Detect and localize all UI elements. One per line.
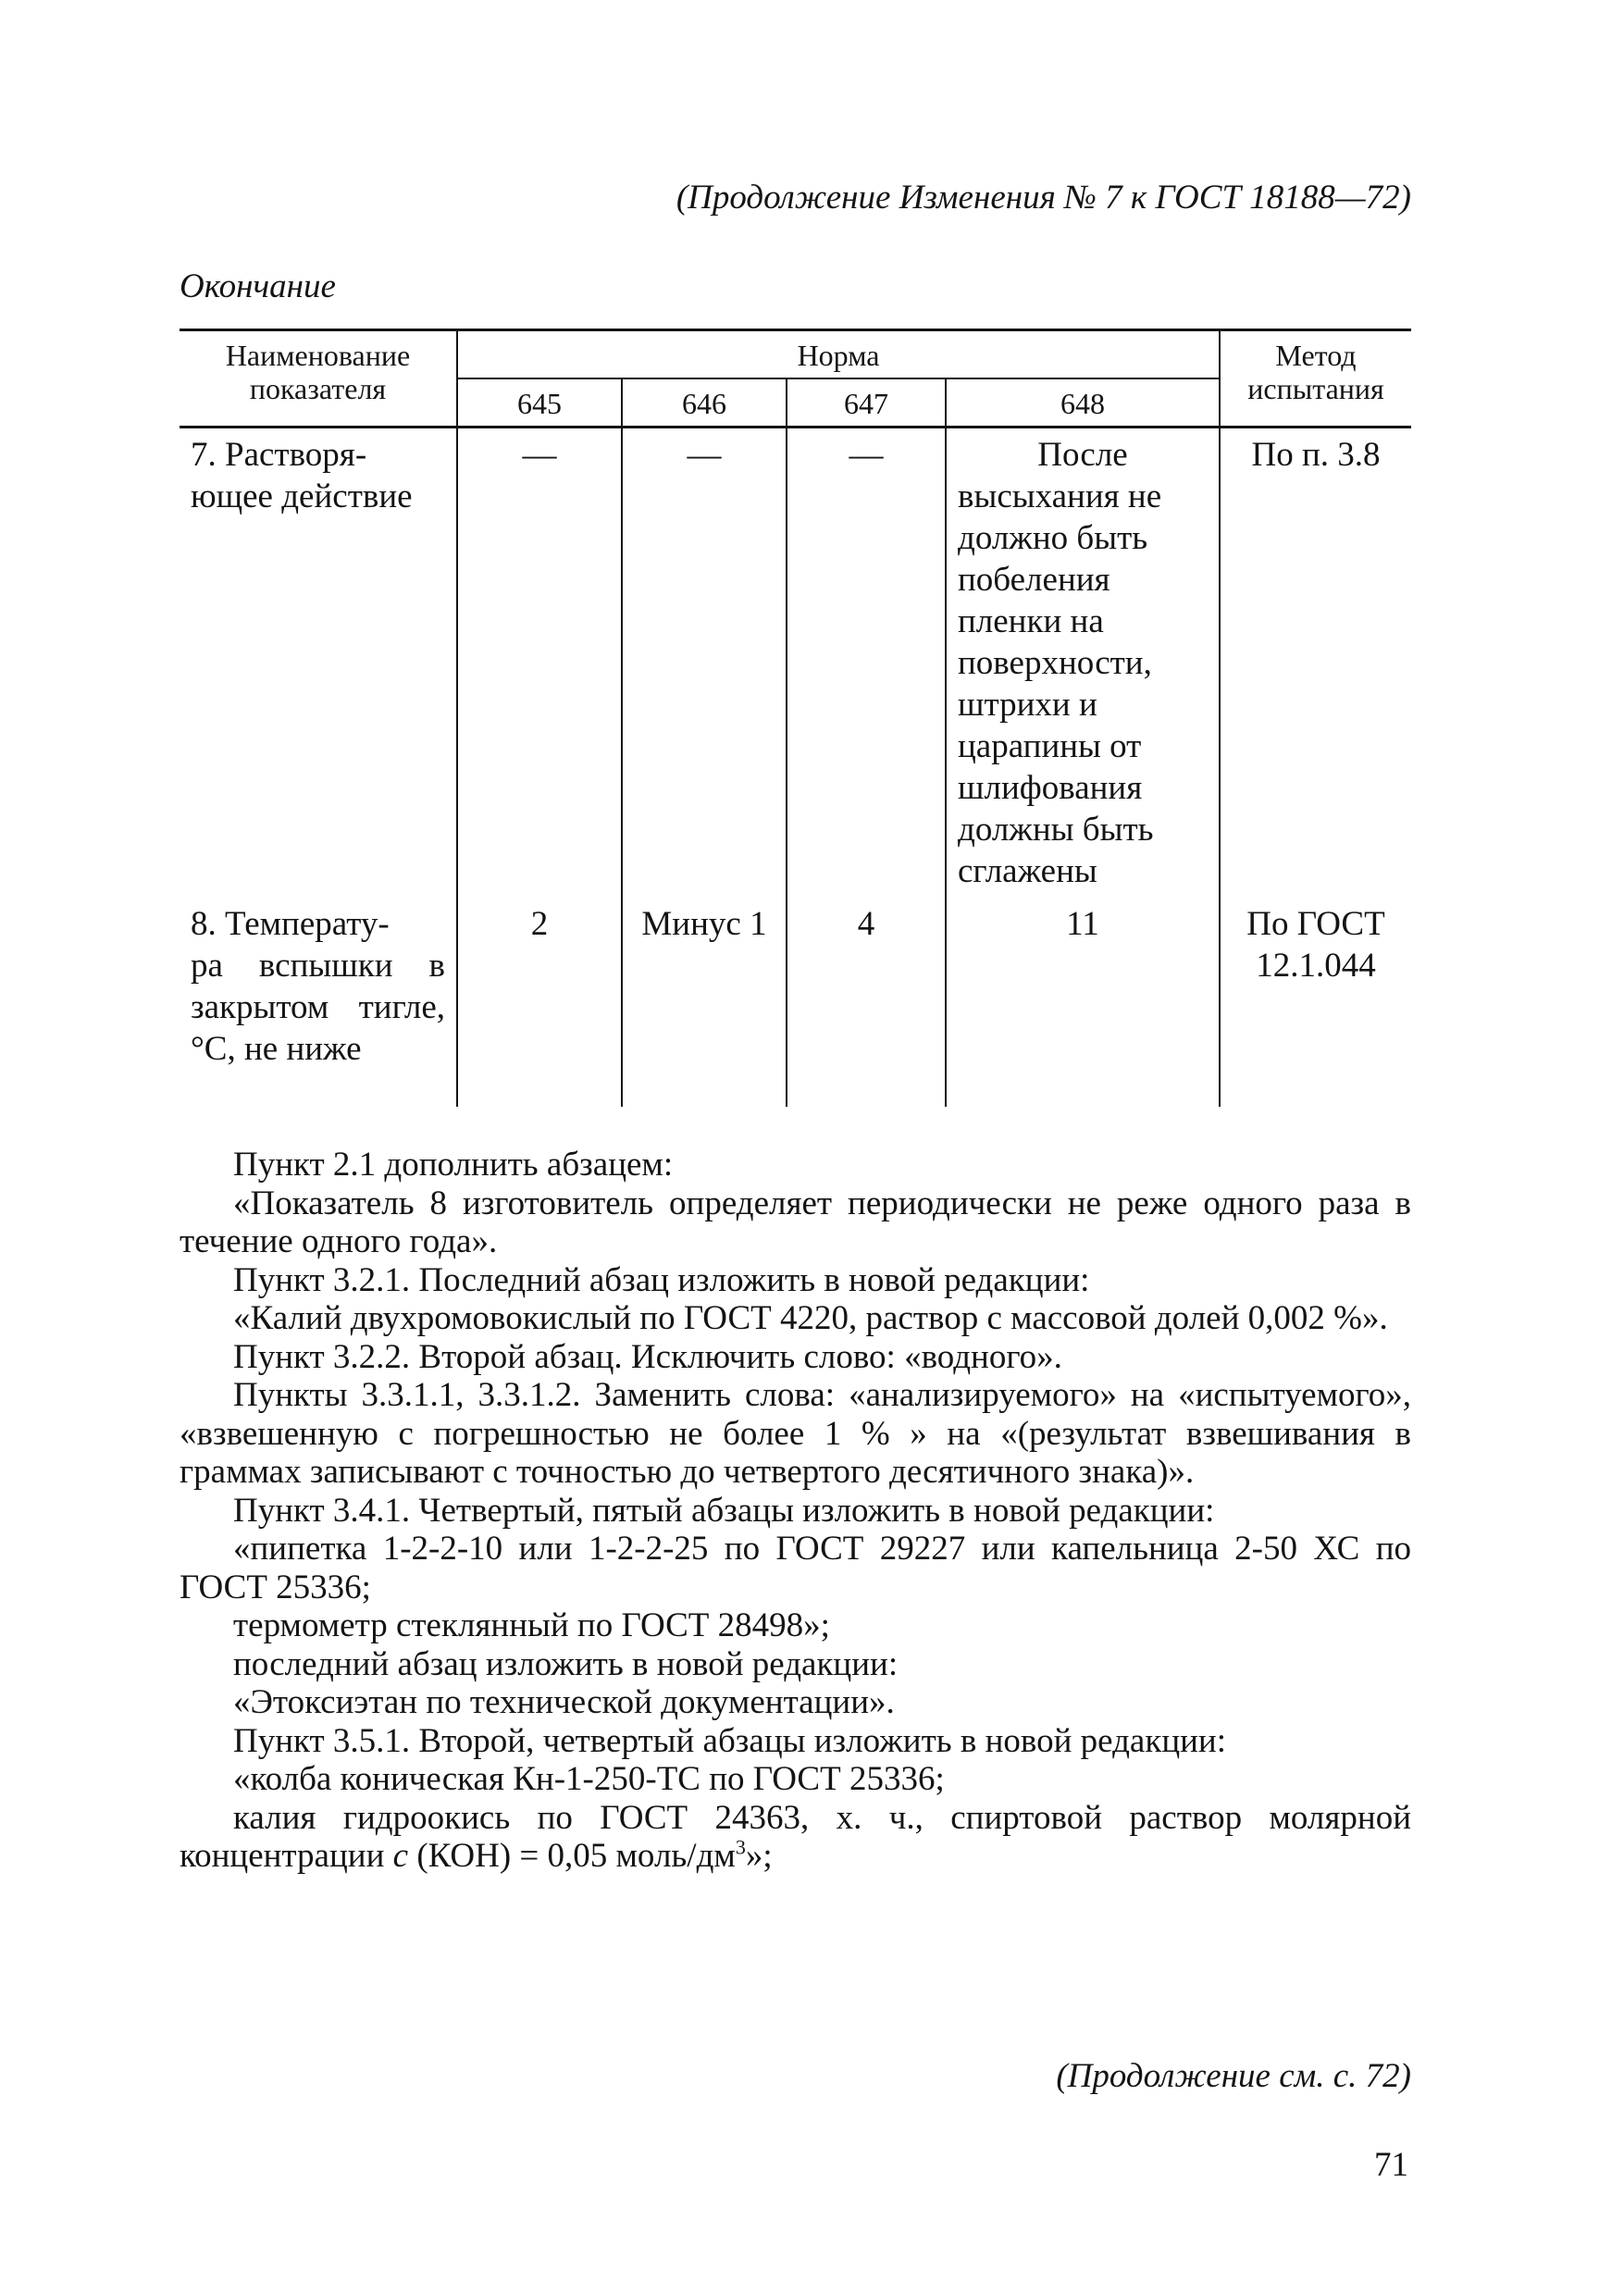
indicator-name-rest: ющее действие [191,477,413,515]
header-grade-648: 648 [946,378,1220,428]
paragraph: Пункт 3.2.1. Последний абзац изложить в новой редакции: [233,1260,1090,1299]
indicator-name-lead: 8. Температу- [191,905,390,943]
paragraph: термометр стеклянный по ГОСТ 28498»; [233,1606,830,1644]
cell-value-645: — [457,428,622,899]
header-grade-646: 646 [622,378,787,428]
header-continuation: (Продолжение Изменения № 7 к ГОСТ 18188—72) [676,179,1411,217]
cell-test-method: По ГОСТ 12.1.044 [1220,898,1411,1107]
header-grade-645: 645 [457,378,622,428]
cell-value-646: — [622,428,787,899]
cell-value-646: Минус 1 [622,898,787,1107]
superscript: 3 [735,1835,746,1859]
paragraph: «Калий двухромовокислый по ГОСТ 4220, раствор с массовой долей 0,002 %». [233,1299,1388,1337]
cell-test-method: По п. 3.8 [1220,428,1411,899]
paragraph-last [180,1799,1411,1876]
paragraph: «пипетка 1-2-2-10 или 1-2-2-25 по ГОСТ 29227 или капельница 2-50 ХС по ГОСТ 25336; [180,1530,1411,1606]
cell-indicator-name [180,898,457,1107]
header-norma: Норма [457,330,1220,379]
header-indicator-name: Наименование показателя [180,330,457,428]
cell-indicator-name [180,428,457,899]
paragraph: Пункты 3.3.1.1, 3.3.1.2. Заменить слова: «анализируемого» на «испытуемого», «взвешенную с погрешностью не более 1 % » на «(результат взвешивания в граммах записывают с точностью до четвертого десятичного знака)». [180,1376,1411,1491]
paragraph: Пункт 3.2.2. Второй абзац. Исключить слово: «водного». [233,1337,1062,1376]
header-test-method: Метод испытания [1220,330,1411,428]
variable-c: с [392,1837,409,1875]
cell-value-645: 2 [457,898,622,1107]
indicator-name-lead: 7. Растворя- [191,436,367,474]
paragraph: «Этоксиэтан по технической документации». [233,1683,895,1721]
paragraph: Пункт 3.5.1. Второй, четвертый абзацы изложить в новой редакции: [233,1721,1226,1760]
text-fragment: (КОН) = 0,05 моль/дм [408,1837,736,1875]
paragraph: «колба коническая Кн-1-250-ТС по ГОСТ 25336; [233,1760,945,1798]
value-648-first: 11 [1066,905,1099,943]
cell-value-648 [946,898,1220,1107]
cell-value-648 [946,428,1220,899]
text-fragment: »; [745,1837,773,1875]
section-label: Окончание [180,267,336,305]
indicator-name-rest: ра вспышки в закрытом тигле, °С, не ниже [191,947,445,1068]
table-row [180,898,1411,1107]
table-row [180,428,1411,899]
value-648-rest: высыхания не должно быть побеления пленки на поверхности, штрихи и царапины от шлифования должны быть сглажены [958,477,1162,890]
table-header-row [180,330,1411,379]
amendment-text [180,1146,1411,1876]
paragraph: Пункт 2.1 дополнить абзацем: [233,1146,674,1184]
paragraph: «Показатель 8 изготовитель определяет периодически не реже одного раза в течение одного года». [180,1184,1411,1260]
cell-value-647: — [787,428,946,899]
text-fragment: калия гидроокись по ГОСТ 24363, х. ч., спиртовой раствор молярной концентрации [180,1798,1411,1875]
paragraph: последний абзац изложить в новой редакции: [233,1644,899,1683]
paragraph: Пункт 3.4.1. Четвертый, пятый абзацы изложить в новой редакции: [233,1491,1215,1530]
page-number: 71 [1374,2146,1408,2184]
footer-continuation: (Продолжение см. с. 72) [1056,2057,1411,2095]
cell-value-647: 4 [787,898,946,1107]
specification-table [180,329,1411,1107]
value-648-first: После [1037,436,1128,474]
header-grade-647: 647 [787,378,946,428]
